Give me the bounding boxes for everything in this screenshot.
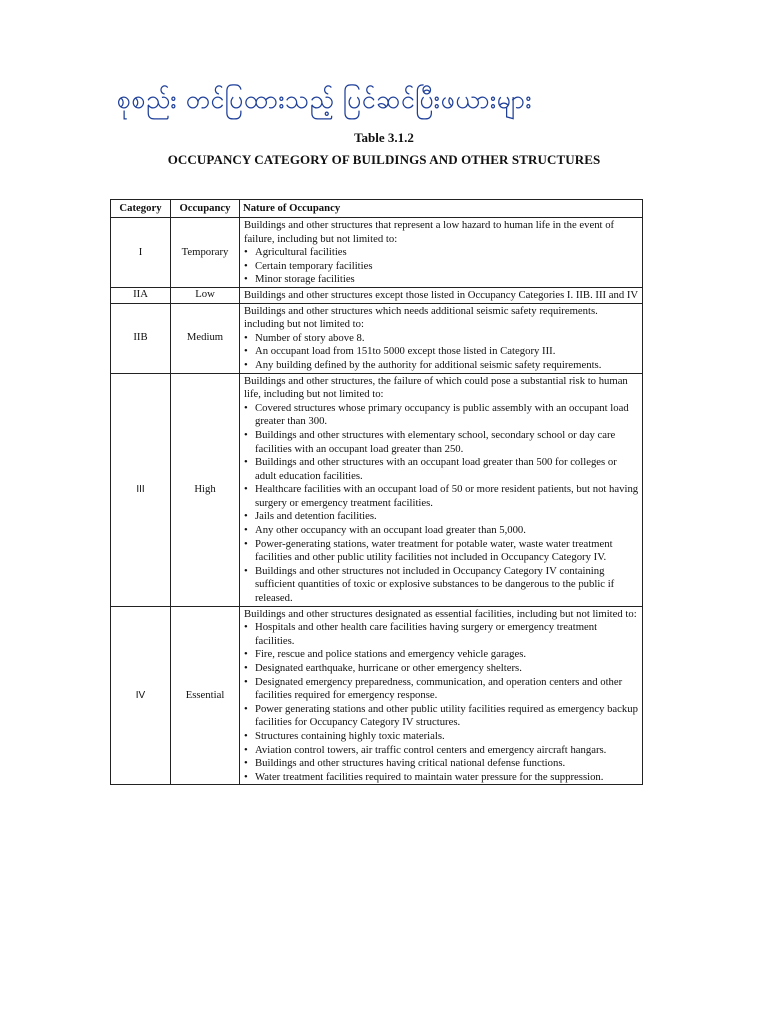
list-item: • Buildings and other structures with an occupant load greater than 500 for colleges or adult education facilities. <box>244 456 639 483</box>
list-item: • Structures containing highly toxic materials. <box>244 730 639 744</box>
table-number: Table 3.1.2 <box>354 130 414 145</box>
list-item: • Fire, rescue and police stations and emergency vehicle garages. <box>244 648 639 662</box>
list-item: • Power-generating stations, water treatment for potable water, waste water treatment facilities and other public utility facilities not included in Occupancy Category IV. <box>244 538 639 565</box>
nature-cell <box>240 218 643 288</box>
table-row <box>111 218 643 288</box>
list-item: • Designated earthquake, hurricane or other emergency shelters. <box>244 662 639 676</box>
list-item: • Any building defined by the authority for additional seismic safety requirements. <box>244 359 639 373</box>
nature-description: Buildings and other structures, the failure of which could pose a substantial risk to human life, including but not limited to: <box>244 374 628 401</box>
table-header-row <box>111 200 643 218</box>
list-item: • Agricultural facilities <box>244 246 639 260</box>
list-item: • Water treatment facilities required to maintain water pressure for the suppression. <box>244 771 639 785</box>
myanmar-heading: စုစည်း တင်ပြထားသည့် ပြင်ဆင်ပြီးဖယားများ <box>117 85 533 114</box>
table-title: OCCUPANCY CATEGORY OF BUILDINGS AND OTHER STRUCTURES <box>167 152 601 167</box>
list-item: • Jails and detention facilities. <box>244 510 639 524</box>
list-item: • Buildings and other structures with elementary school, secondary school or day care facilities with an occupant load greater than 250. <box>244 429 639 456</box>
table-row <box>111 287 643 303</box>
list-item: • Covered structures whose primary occupancy is public assembly with an occupant load greater than 300. <box>244 402 639 429</box>
nature-cell <box>240 373 643 606</box>
list-item: • An occupant load from 151to 5000 except those listed in Category III. <box>244 345 639 359</box>
nature-cell <box>240 303 643 373</box>
list-item: • Healthcare facilities with an occupant load of 50 or more resident patients, but not having surgery or emergency treatment facilities. <box>244 483 639 510</box>
list-item: • Number of story above 8. <box>244 332 639 346</box>
list-item: • Designated emergency preparedness, communication, and operation centers and other facilities required for emergency response. <box>244 676 639 703</box>
category-cell: III <box>111 373 171 606</box>
list-item: • Any other occupancy with an occupant load greater than 5,000. <box>244 524 639 538</box>
nature-description: Buildings and other structures designated as essential facilities, including but not limited to: <box>244 607 637 620</box>
nature-cell <box>240 287 643 303</box>
nature-list <box>244 402 639 606</box>
list-item: • Minor storage facilities <box>244 273 639 287</box>
occupancy-cell: Low <box>171 287 240 303</box>
nature-cell <box>240 606 643 785</box>
list-item: • Buildings and other structures not included in Occupancy Category IV containing sufficient quantities of toxic or explosive substances to be dangerous to the public if released. <box>244 565 639 606</box>
occupancy-cell: Essential <box>171 606 240 785</box>
nature-description: Buildings and other structures that represent a low hazard to human life in the event of failure, including but not limited to: <box>244 219 615 245</box>
category-cell: IIA <box>111 287 171 303</box>
list-item: • Certain temporary facilities <box>244 260 639 274</box>
nature-description: Buildings and other structures which needs additional seismic safety requirements. including but not limited to: <box>244 304 598 331</box>
list-item: • Hospitals and other health care facilities having surgery or emergency treatment facilities. <box>244 621 639 648</box>
nature-description: Buildings and other structures except those listed in Occupancy Categories I. IIB. III and IV <box>244 288 639 301</box>
table-row <box>111 303 643 373</box>
occupancy-cell: Temporary <box>171 218 240 288</box>
header-nature: Nature of Occupancy <box>240 200 643 218</box>
category-cell: IV <box>111 606 171 785</box>
list-item: • Aviation control towers, air traffic control centers and emergency aircraft hangars. <box>244 744 639 758</box>
table-row <box>111 606 643 785</box>
nature-list <box>244 246 639 287</box>
occupancy-cell: High <box>171 373 240 606</box>
header-occupancy: Occupancy <box>171 200 240 218</box>
list-item: • Buildings and other structures having critical national defense functions. <box>244 757 639 771</box>
header-category: Category <box>111 200 171 218</box>
category-cell: IIB <box>111 303 171 373</box>
category-cell: I <box>111 218 171 288</box>
nature-list <box>244 332 639 373</box>
table-row <box>111 373 643 606</box>
occupancy-cell: Medium <box>171 303 240 373</box>
occupancy-table <box>110 199 643 785</box>
nature-list <box>244 621 639 784</box>
list-item: • Power generating stations and other public utility facilities required as emergency backup facilities for Occupancy Category IV structures. <box>244 703 639 730</box>
